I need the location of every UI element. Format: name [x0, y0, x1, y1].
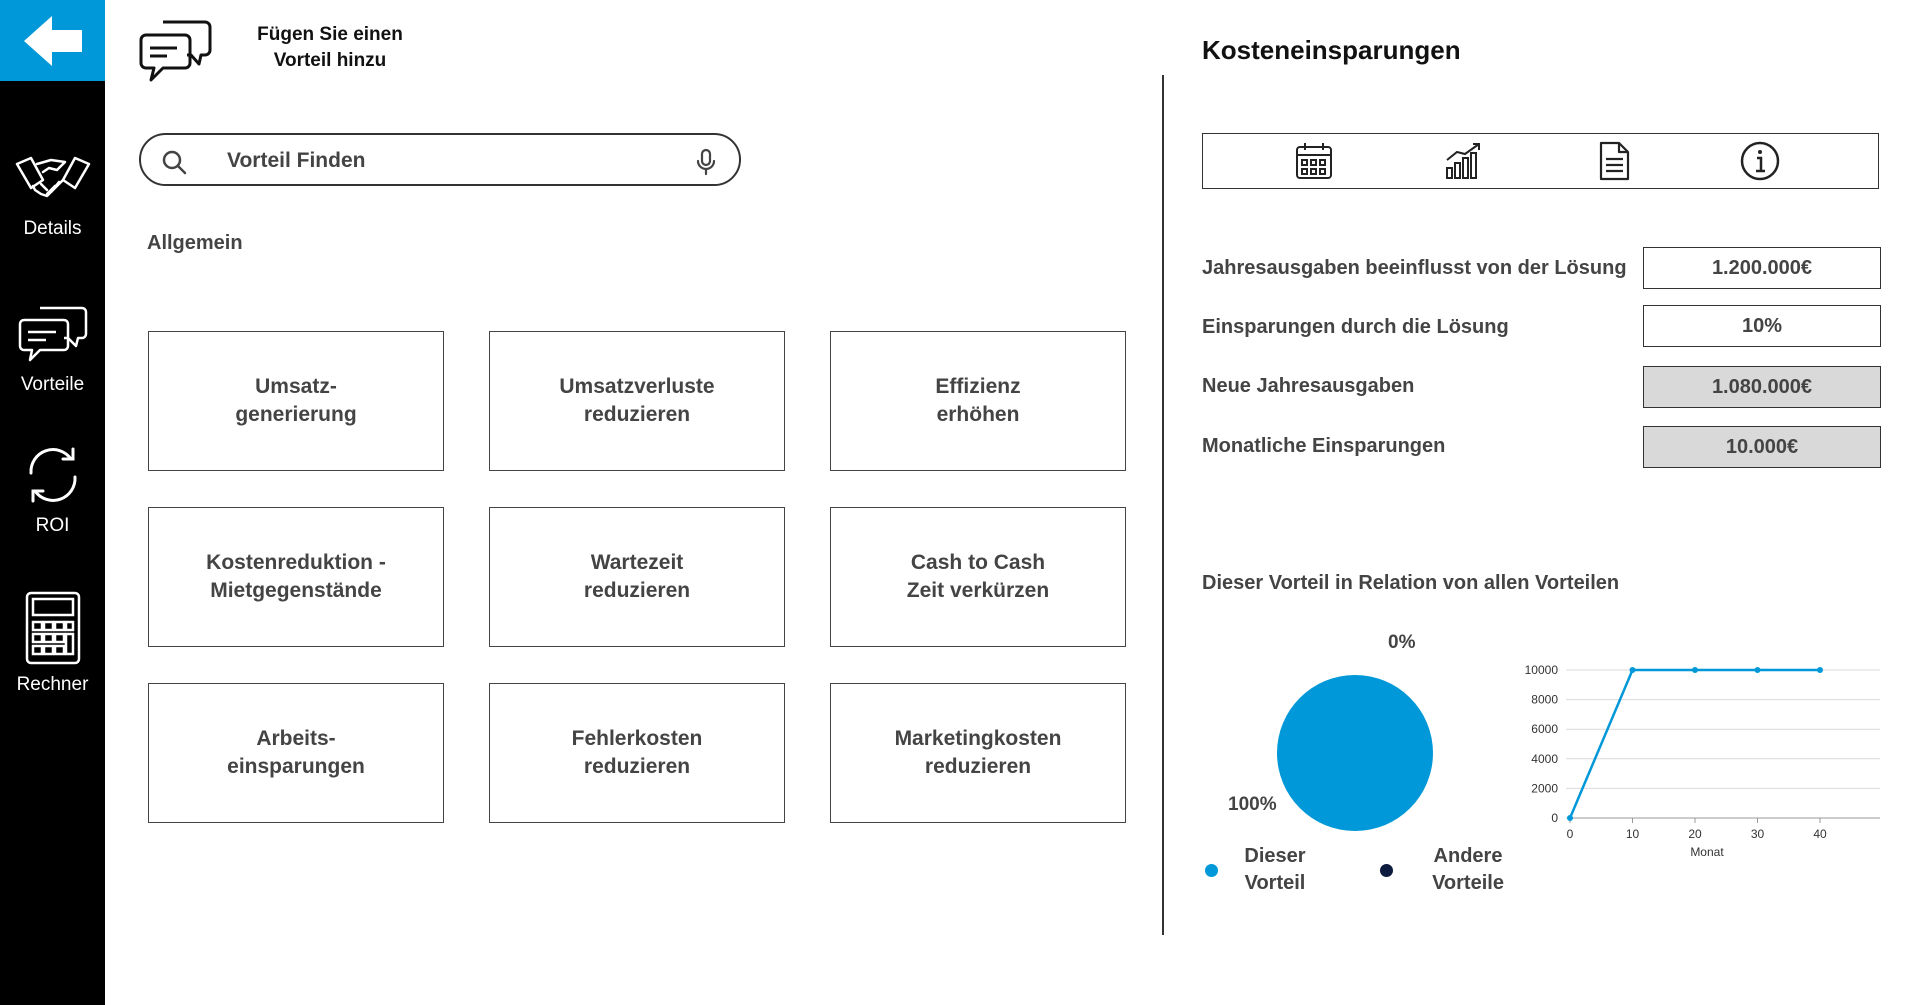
data-point	[1817, 667, 1823, 673]
x-tick-label: 20	[1688, 827, 1702, 841]
calendar-icon[interactable]	[1293, 140, 1335, 182]
data-point	[1630, 667, 1636, 673]
benefit-tile-label: Cash to Cash Zeit verkürzen	[906, 551, 1050, 602]
chat-bubbles-icon	[16, 304, 90, 366]
pie-label-other: 0%	[1388, 632, 1416, 653]
document-icon[interactable]	[1593, 140, 1635, 182]
calculator-icon	[24, 590, 82, 666]
search-bar	[139, 133, 741, 186]
savings-percent-input[interactable]: 10%	[1643, 305, 1881, 347]
microphone-icon[interactable]	[696, 148, 716, 176]
info-icon[interactable]	[1739, 140, 1781, 182]
x-tick-label: 10	[1625, 827, 1640, 841]
benefit-tile-label: Effizienz erhöhen	[935, 375, 1021, 426]
data-point	[1567, 815, 1573, 821]
x-tick-label: 40	[1813, 827, 1827, 841]
y-tick-label: 2000	[1531, 781, 1558, 796]
y-tick-label: 4000	[1531, 751, 1558, 766]
nav-label-rechner: Rechner	[16, 674, 89, 695]
legend-label-this: Dieser Vorteil	[1244, 845, 1306, 894]
new-annual-spend-value: 1.080.000€	[1643, 366, 1881, 408]
growth-chart-icon[interactable]	[1443, 140, 1485, 182]
category-heading: Allgemein	[147, 232, 243, 254]
annual-spend-input[interactable]: 1.200.000€	[1643, 247, 1881, 289]
series-line	[1570, 670, 1820, 818]
back-button[interactable]	[0, 0, 105, 81]
detail-toolbar	[1202, 133, 1879, 189]
field-label-new-spend: Neue Jahresausgaben	[1202, 375, 1415, 397]
pie-chart	[1270, 668, 1440, 838]
nav-label-vorteile: Vorteile	[20, 374, 85, 395]
field-label-annual-spend: Jahresausgaben beeinflusst von der Lösung	[1202, 257, 1627, 279]
field-label-monthly-savings: Monatliche Einsparungen	[1202, 435, 1446, 457]
add-benefit-label[interactable]: Fügen Sie einen Vorteil hinzu	[257, 24, 403, 71]
pie-label-this: 100%	[1228, 794, 1277, 815]
nav-label-details: Details	[23, 218, 82, 239]
legend-dot-other	[1380, 864, 1393, 877]
relation-title: Dieser Vorteil in Relation von allen Vorteilen	[1202, 572, 1620, 594]
benefit-tile-label: Kostenreduktion - Mietgegenstände	[206, 551, 386, 602]
benefit-tile-label: Umsatz- generierung	[235, 375, 357, 426]
back-arrow-icon	[22, 14, 84, 68]
nav-item-vorteile[interactable]	[0, 304, 105, 396]
benefit-tile-label: Marketingkosten reduzieren	[894, 727, 1062, 778]
nav-item-details[interactable]	[0, 150, 105, 240]
nav-label-roi: ROI	[35, 515, 70, 536]
field-label-savings: Einsparungen durch die Lösung	[1202, 316, 1509, 338]
y-tick-label: 10000	[1524, 663, 1558, 677]
benefit-tile[interactable]	[489, 331, 785, 471]
nav-item-rechner[interactable]	[0, 590, 105, 696]
x-axis-label: Monat	[1690, 845, 1724, 859]
data-point	[1755, 667, 1761, 673]
panel-divider	[1162, 75, 1164, 935]
benefit-tile[interactable]	[148, 683, 444, 823]
data-point	[1692, 667, 1698, 673]
nav-item-roi[interactable]	[0, 443, 105, 537]
benefit-tile[interactable]	[148, 507, 444, 647]
add-benefit-chat-icon[interactable]	[137, 18, 215, 84]
monthly-savings-value: 10.000€	[1643, 426, 1881, 468]
x-tick-label: 30	[1750, 827, 1765, 841]
pie-slice	[1277, 675, 1433, 831]
search-input[interactable]	[225, 145, 649, 177]
line-chart	[1490, 650, 1890, 860]
benefit-tile-label: Umsatzverluste reduzieren	[559, 375, 715, 426]
y-tick-label: 6000	[1531, 722, 1558, 737]
benefit-tile[interactable]	[830, 683, 1126, 823]
y-tick-label: 0	[1551, 811, 1558, 825]
x-tick-label: 0	[1566, 827, 1574, 841]
refresh-icon	[21, 443, 85, 507]
benefit-tile[interactable]	[830, 331, 1126, 471]
sidebar	[0, 0, 105, 1005]
search-icon	[161, 149, 187, 175]
legend-label-other: Andere Vorteile	[1432, 845, 1504, 894]
benefit-tile-label: Wartezeit reduzieren	[583, 551, 691, 602]
benefit-tile[interactable]	[830, 507, 1126, 647]
benefit-tile[interactable]	[489, 683, 785, 823]
detail-title: Kosteneinsparungen	[1202, 35, 1461, 65]
benefit-tile[interactable]	[489, 507, 785, 647]
handshake-icon	[13, 150, 93, 210]
benefit-tile-label: Arbeits- einsparungen	[227, 727, 365, 778]
y-tick-label: 8000	[1531, 692, 1558, 707]
benefit-tile-label: Fehlerkosten reduzieren	[571, 727, 703, 778]
legend-dot-this	[1205, 864, 1218, 877]
benefit-tile[interactable]	[148, 331, 444, 471]
